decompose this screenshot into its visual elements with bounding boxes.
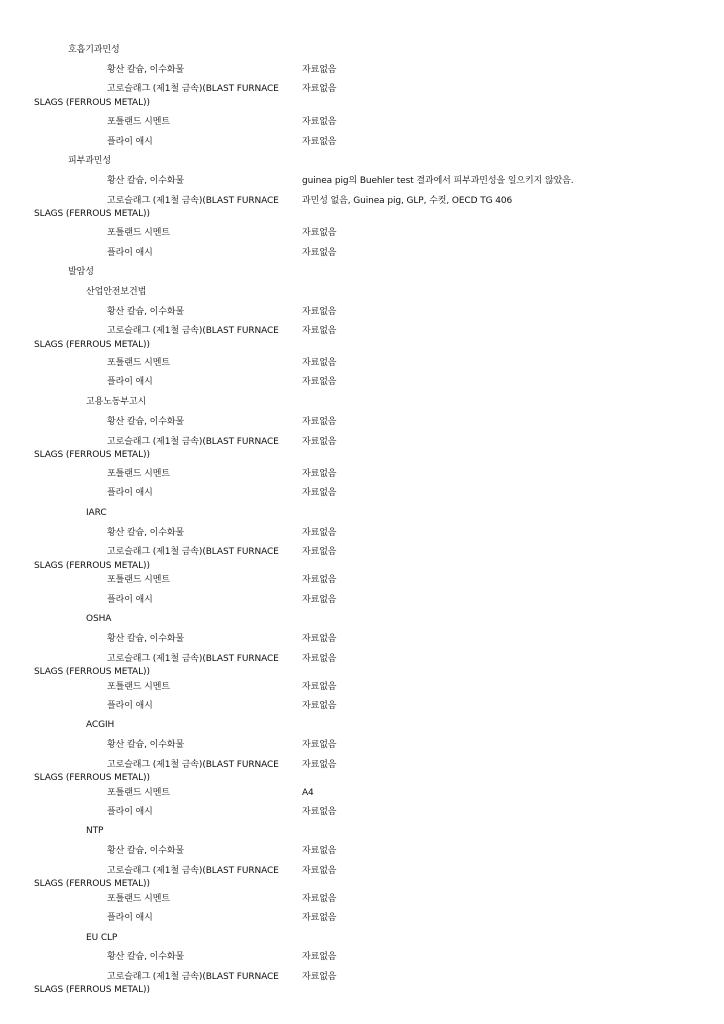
- value-no-data: 자료없음: [302, 547, 337, 557]
- substance-calcium-sulfate: 황산 칼슘, 이수화물: [107, 740, 185, 750]
- value-no-data: 자료없음: [302, 740, 337, 750]
- substance-slag: 고로슬래그 (제1철 금속)(BLAST FURNACE: [107, 654, 279, 664]
- value-no-data: 자료없음: [302, 595, 337, 605]
- value-no-data: 자료없음: [302, 760, 337, 770]
- substance-slag-continued: SLAGS (FERROUS METAL)): [34, 667, 150, 677]
- value-no-data: 자료없음: [302, 437, 337, 447]
- value-no-data: 자료없음: [302, 377, 337, 387]
- value-no-data: 자료없음: [302, 866, 337, 876]
- substance-fly-ash: 플라이 애시: [107, 701, 153, 711]
- subsection-heading-moel: 고용노동부고시: [86, 397, 147, 407]
- value-no-data: 자료없음: [302, 488, 337, 498]
- substance-slag-continued: SLAGS (FERROUS METAL)): [34, 773, 150, 783]
- substance-fly-ash: 플라이 애시: [107, 377, 153, 387]
- value-no-data: 자료없음: [302, 528, 337, 538]
- section-heading-carcinogenicity: 발암성: [68, 267, 94, 277]
- substance-portland-cement: 포틀랜드 시멘트: [107, 682, 170, 692]
- substance-calcium-sulfate: 황산 칼슘, 이수화물: [107, 65, 185, 75]
- substance-calcium-sulfate: 황산 칼슘, 이수화물: [107, 307, 185, 317]
- value-no-data: 자료없음: [302, 326, 337, 336]
- substance-fly-ash: 플라이 애시: [107, 595, 153, 605]
- value-no-data: 자료없음: [302, 117, 337, 127]
- substance-slag: 고로슬래그 (제1철 금속)(BLAST FURNACE: [107, 326, 279, 336]
- substance-portland-cement: 포틀랜드 시멘트: [107, 894, 170, 904]
- substance-slag-continued: SLAGS (FERROUS METAL)): [34, 98, 150, 108]
- section-heading-respiratory: 호흡기과민성: [68, 45, 120, 55]
- substance-portland-cement: 포틀랜드 시멘트: [107, 575, 170, 585]
- substance-calcium-sulfate: 황산 칼슘, 이수화물: [107, 176, 185, 186]
- value-no-data: 자료없음: [302, 972, 337, 982]
- value-no-data: 자료없음: [302, 65, 337, 75]
- value-no-data: 자료없음: [302, 417, 337, 427]
- substance-slag-continued: SLAGS (FERROUS METAL)): [34, 450, 150, 460]
- value-acgih-portland: A4: [302, 788, 314, 798]
- substance-slag: 고로슬래그 (제1철 금속)(BLAST FURNACE: [107, 972, 279, 982]
- substance-calcium-sulfate: 황산 칼슘, 이수화물: [107, 634, 185, 644]
- subsection-heading-kosha: 산업안전보건법: [86, 287, 147, 297]
- value-no-data: 자료없음: [302, 846, 337, 856]
- value-skin-calcium-sulfate: guinea pig의 Buehler test 결과에서 피부과민성을 일으키지 않았음.: [302, 176, 574, 186]
- subsection-heading-ntp: NTP: [86, 826, 104, 836]
- substance-fly-ash: 플라이 애시: [107, 913, 153, 923]
- substance-slag: 고로슬래그 (제1철 금속)(BLAST FURNACE: [107, 196, 279, 206]
- subsection-heading-acgih: ACGIH: [86, 720, 115, 730]
- substance-portland-cement: 포틀랜드 시멘트: [107, 469, 170, 479]
- subsection-heading-osha: OSHA: [86, 614, 112, 624]
- section-heading-skin: 피부과민성: [68, 156, 111, 166]
- substance-fly-ash: 플라이 애시: [107, 137, 153, 147]
- substance-slag-continued: SLAGS (FERROUS METAL)): [34, 209, 150, 219]
- substance-calcium-sulfate: 황산 칼슘, 이수화물: [107, 846, 185, 856]
- value-no-data: 자료없음: [302, 952, 337, 962]
- substance-slag-continued: SLAGS (FERROUS METAL)): [34, 985, 150, 995]
- value-no-data: 자료없음: [302, 358, 337, 368]
- substance-portland-cement: 포틀랜드 시멘트: [107, 117, 170, 127]
- substance-calcium-sulfate: 황산 칼슘, 이수화물: [107, 952, 185, 962]
- subsection-heading-iarc: IARC: [86, 508, 107, 518]
- subsection-heading-eu-clp: EU CLP: [86, 933, 118, 943]
- value-no-data: 자료없음: [302, 248, 337, 258]
- value-no-data: 자료없음: [302, 682, 337, 692]
- value-no-data: 자료없음: [302, 137, 337, 147]
- substance-slag: 고로슬래그 (제1철 금속)(BLAST FURNACE: [107, 866, 279, 876]
- substance-calcium-sulfate: 황산 칼슘, 이수화물: [107, 528, 185, 538]
- value-no-data: 자료없음: [302, 894, 337, 904]
- substance-calcium-sulfate: 황산 칼슘, 이수화물: [107, 417, 185, 427]
- substance-portland-cement: 포틀랜드 시멘트: [107, 228, 170, 238]
- substance-slag-continued: SLAGS (FERROUS METAL)): [34, 879, 150, 889]
- value-skin-slag: 과민성 없음, Guinea pig, GLP, 수컷, OECD TG 406: [302, 196, 513, 206]
- value-no-data: 자료없음: [302, 307, 337, 317]
- value-no-data: 자료없음: [302, 228, 337, 238]
- value-no-data: 자료없음: [302, 654, 337, 664]
- value-no-data: 자료없음: [302, 469, 337, 479]
- substance-portland-cement: 포틀랜드 시멘트: [107, 358, 170, 368]
- substance-slag-continued: SLAGS (FERROUS METAL)): [34, 340, 150, 350]
- value-no-data: 자료없음: [302, 807, 337, 817]
- value-no-data: 자료없음: [302, 84, 337, 94]
- substance-slag: 고로슬래그 (제1철 금속)(BLAST FURNACE: [107, 760, 279, 770]
- substance-fly-ash: 플라이 애시: [107, 248, 153, 258]
- substance-slag: 고로슬래그 (제1철 금속)(BLAST FURNACE: [107, 84, 279, 94]
- value-no-data: 자료없음: [302, 701, 337, 711]
- substance-fly-ash: 플라이 애시: [107, 488, 153, 498]
- substance-portland-cement: 포틀랜드 시멘트: [107, 788, 170, 798]
- value-no-data: 자료없음: [302, 913, 337, 923]
- value-no-data: 자료없음: [302, 634, 337, 644]
- substance-fly-ash: 플라이 애시: [107, 807, 153, 817]
- substance-slag: 고로슬래그 (제1철 금속)(BLAST FURNACE: [107, 437, 279, 447]
- substance-slag: 고로슬래그 (제1철 금속)(BLAST FURNACE: [107, 547, 279, 557]
- value-no-data: 자료없음: [302, 575, 337, 585]
- substance-slag-continued: SLAGS (FERROUS METAL)): [34, 561, 150, 571]
